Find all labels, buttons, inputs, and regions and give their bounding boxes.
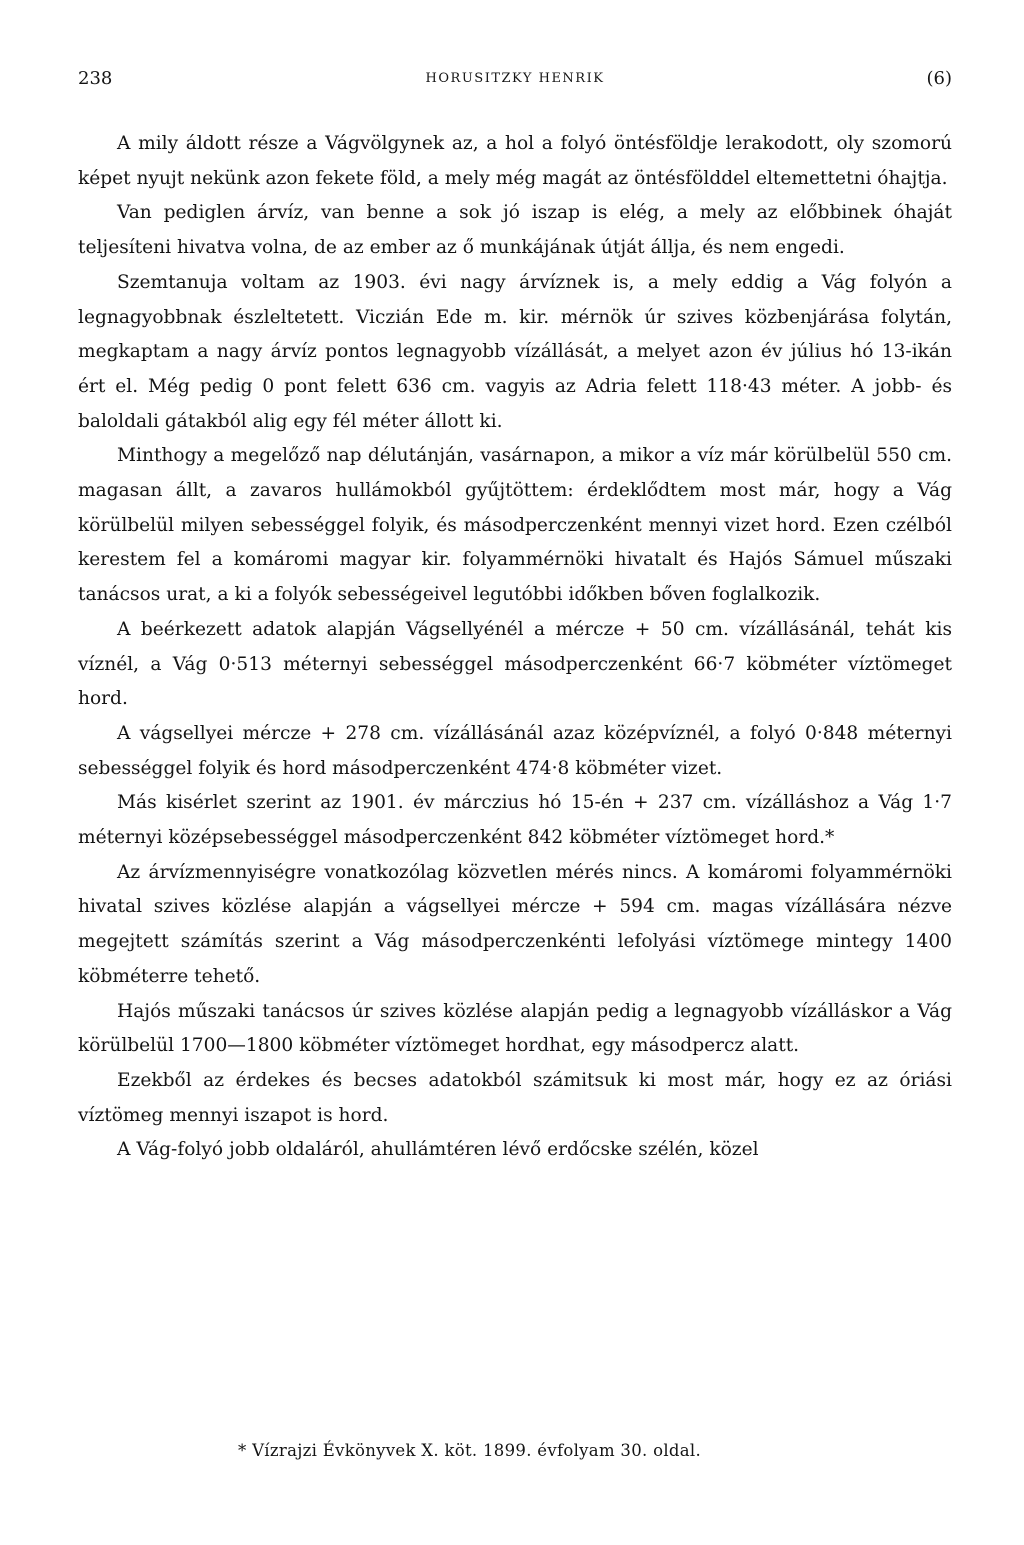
body-text bbox=[78, 127, 952, 1168]
paragraph: A beérkezett adatok alapján Vágsellyénél a mércze + 50 cm. vízállásánál, tehát kis víznél, a Vág 0·513 méternyi sebességgel másodperczenként 66·7 köbméter víztömeget hord. bbox=[78, 618, 952, 710]
paragraph: A vágsellyei mércze + 278 cm. vízállásánál azaz középvíznél, a folyó 0·848 méternyi sebességgel folyik és hord másodperczenként 474·8 köbméter vizet. bbox=[78, 722, 952, 779]
paragraph: A mily áldott része a Vágvölgynek az, a hol a folyó öntésföldje lerakodott, oly szomorú képet nyujt nekünk azon fekete föld, a mely még magát az öntésfölddel eltemettetni óhajtja. bbox=[78, 133, 952, 189]
paragraph: Az árvízmennyiségre vonatkozólag közvetlen mérés nincs. A komáromi folyammérnöki hivatal szives közlése alapján a vágsellyei mércze + 594 cm. magas vízállására nézve megejtett számítás szerint a Vág másodperczenkénti lefolyási víztömege mintegy 1400 köbméterre tehető. bbox=[78, 861, 952, 987]
footnote: * Vízrajzi Évkönyvek X. köt. 1899. évfolyam 30. oldal. bbox=[238, 1441, 702, 1460]
paragraph: Ezekből az érdekes és becses adatokból számitsuk ki most már, hogy ez az óriási víztömeg mennyi iszapot is hord. bbox=[78, 1069, 952, 1126]
paragraph: Hajós műszaki tanácsos úr szives közlése alapján pedig a legnagyobb vízálláskor a Vág körülbelül 1700—1800 köbméter víztömeget hordhat, egy másodpercz alatt. bbox=[78, 1000, 952, 1057]
paragraph: Minthogy a megelőző nap délutánján, vasárnapon, a mikor a víz már körülbelül 550 cm. magasan állt, a zavaros hullámokból gyűjtöttem: érdeklődtem most már, hogy a Vág körülbelül milyen sebességgel folyik, és másodperczenként mennyi vizet hord. Ezen czélból kerestem fel a komáromi magyar kir. folyammérnöki hivatalt és Hajós Sámuel műszaki tanácsos urat, a ki a folyók sebességeivel legutóbbi időkben bőven foglalkozik. bbox=[78, 445, 952, 606]
paragraph: Van pediglen árvíz, van benne a sok jó iszap is elég, a mely az előbbinek óhaját teljesíteni hivatva volna, de az ember az ő munkájának útját állja, és nem engedi. bbox=[78, 202, 952, 259]
paragraph: Más kisérlet szerint az 1901. év márczius hó 15-én + 237 cm. vízálláshoz a Vág 1·7 méternyi középsebességgel másodperczenként 842 köbméter víztömeget hord.* bbox=[78, 792, 952, 849]
page-header bbox=[78, 68, 952, 98]
paragraph: Szemtanuja voltam az 1903. évi nagy árvíznek is, a mely eddig a Vág folyón a legnagyobbnak észleltetett. Viczián Ede m. kir. mérnök úr szives közbenjárása folytán, megkaptam a nagy árvíz pontos legnagyobb vízállását, a melyet azon év július hó 13-ikán ért el. Még pedig 0 pont felett 636 cm. vagyis az Adria felett 118·43 méter. A jobb- és baloldali gátakból alig egy fél méter állott ki. bbox=[78, 271, 952, 432]
page-number: 238 bbox=[78, 68, 113, 89]
running-title: HORUSITZKY HENRIK bbox=[425, 71, 605, 86]
paragraph: A Vág-folyó jobb oldaláról, ahullámtéren lévő erdőcske szélén, közel bbox=[117, 1139, 759, 1161]
section-number: (6) bbox=[926, 68, 952, 89]
